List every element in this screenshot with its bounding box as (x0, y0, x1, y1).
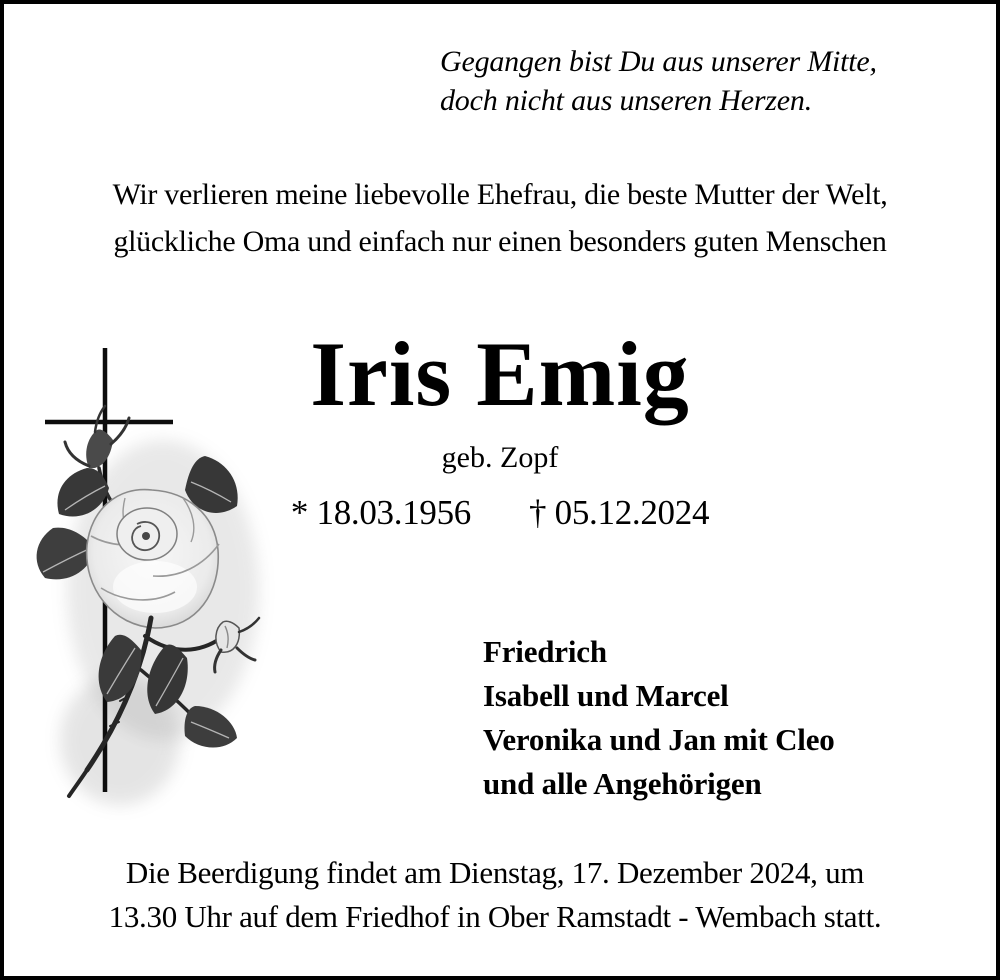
deceased-name: Iris Emig (310, 323, 690, 425)
funeral-info (0, 851, 990, 939)
funeral-info-line: Die Beerdigung findet am Dienstag, 17. Dezember 2024, um (125, 855, 865, 890)
mourner-line: und alle Angehörigen (483, 766, 762, 801)
maiden-name: geb. Zopf (441, 441, 559, 474)
death-date: † 05.12.2024 (529, 493, 710, 532)
intro-text-line: Wir verlieren meine liebevolle Ehefrau, die beste Mutter der Welt, (112, 178, 888, 211)
mourners-list (483, 630, 835, 806)
funeral-info-line: 13.30 Uhr auf dem Friedhof in Ober Ramstadt - Wembach statt. (108, 899, 882, 934)
epitaph-quote (440, 42, 877, 120)
birth-date: * 18.03.1956 (290, 493, 471, 532)
mourner-line: Veronika und Jan mit Cleo (483, 722, 835, 757)
intro-text (0, 171, 1000, 265)
epitaph-quote-line: Gegangen bist Du aus unserer Mitte, (440, 45, 877, 78)
epitaph-quote-line: doch nicht aus unseren Herzen. (440, 84, 812, 117)
life-dates (0, 494, 1000, 532)
mourner-line: Friedrich (483, 634, 607, 669)
intro-text-line: glückliche Oma und einfach nur einen besonders guten Menschen (113, 225, 887, 258)
mourner-line: Isabell und Marcel (483, 678, 729, 713)
